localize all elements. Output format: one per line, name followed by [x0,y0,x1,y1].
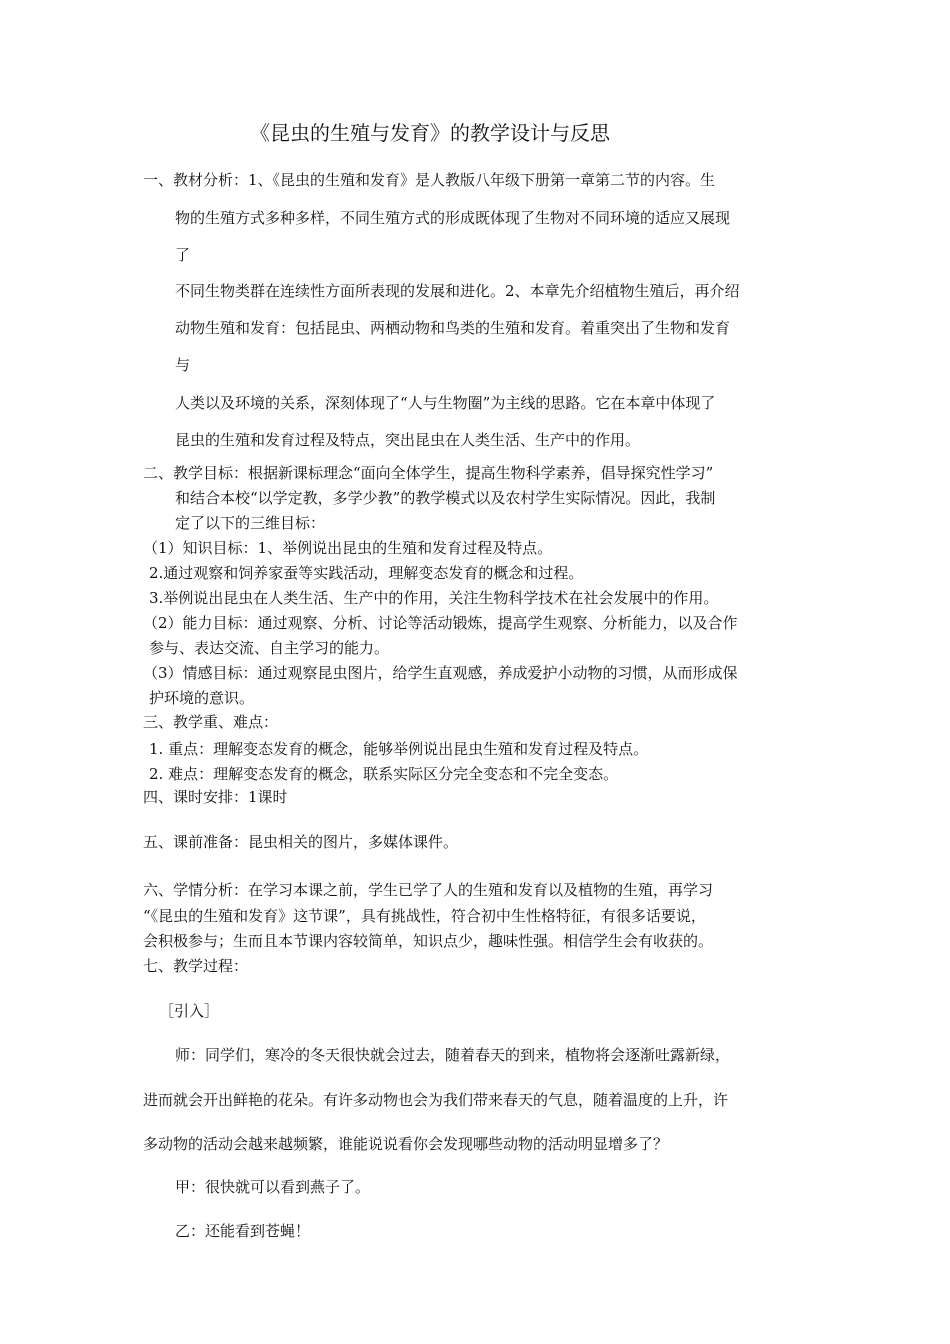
section-5-line: 五、课前准备：昆虫相关的图片，多媒体课件。 [143,833,459,851]
section-2-line-7: （2）能力目标：通过观察、分析、讨论等活动锻炼，提高学生观察、分析能力，以及合作 [143,614,738,632]
section-1-line-6: 与 [175,356,191,374]
section-2-line-6: 3.举例说出昆虫在人类生活、生产中的作用，关注生物科学技术在社会发展中的作用。 [149,589,719,607]
section-7-line-1: 师：同学们，寒冷的冬天很快就会过去，随着春天的到来，植物将会逐渐吐露新绿， [175,1046,731,1064]
document-title: 《昆虫的生殖与发育》的教学设计与反思 [250,121,610,145]
section-2-line-4: （1）知识目标：1、举例说出昆虫的生殖和发育过程及特点。 [143,539,553,557]
section-4-line: 四、课时安排：1课时 [143,788,288,806]
section-3-item-2: 2. 难点：理解变态发育的概念，联系实际区分完全变态和不完全变态。 [149,765,619,783]
section-1-line-2: 物的生殖方式多种多样，不同生殖方式的形成既体现了生物对不同环境的适应又展现 [175,209,731,227]
section-6-line-1: 六、学情分析：在学习本课之前，学生已学了人的生殖和发育以及植物的生殖，再学习 [143,881,714,899]
section-2-line-3: 定了以下的三维目标： [175,514,326,532]
section-2-line-1: 二、教学目标：根据新课标理念“面向全体学生，提高生物科学素养，倡导探究性学习” [143,464,714,482]
section-1-line-4: 不同生物类群在连续性方面所表现的发展和进化。2、本章先介绍植物生殖后，再介绍 [175,282,740,300]
section-3-item-1: 1. 重点：理解变态发育的概念，能够举例说出昆虫生殖和发育过程及特点。 [149,740,649,758]
section-1-line-5: 动物生殖和发育：包括昆虫、两栖动物和鸟类的生殖和发育。着重突出了生物和发育 [175,319,731,337]
section-2-line-8: 参与、表达交流、自主学习的能力。 [149,639,390,657]
section-2-line-10: 护环境的意识。 [149,689,255,707]
section-2-line-5: 2.通过观察和饲养家蚕等实践活动，理解变态发育的概念和过程。 [149,564,584,582]
section-6-line-3: 会积极参与；生而且本节课内容较简单，知识点少，趣味性强。相信学生会有收获的。 [143,932,714,950]
section-7-line-3: 多动物的活动会越来越频繁，谁能说说看你会发现哪些动物的活动明显增多了？ [143,1135,669,1153]
section-7-heading: 七、教学过程： [143,957,249,975]
section-1-line-3: 了 [175,246,191,264]
section-2-line-9: （3）情感目标：通过观察昆虫图片，给学生直观感，养成爱护小动物的习惯，从而形成保 [143,664,738,682]
section-1-line-8: 昆虫的生殖和发育过程及特点，突出昆虫在人类生活、生产中的作用。 [175,431,641,449]
section-7-line-5: 乙：还能看到苍蝇！ [175,1222,311,1240]
section-1-line-1: 一、教材分析：1、《昆虫的生殖和发育》是人教版八年级下册第一章第二节的内容。生 [143,171,716,189]
section-3-heading: 三、教学重、难点： [143,713,279,731]
section-6-line-2: “《昆虫的生殖和发育》这节课”，具有挑战性，符合初中生性格特征，有很多话要说， [143,907,706,925]
section-7-line-4: 甲：很快就可以看到燕子了。 [175,1178,371,1196]
section-7-intro-label: ［引入］ [159,1002,220,1020]
section-2-line-2: 和结合本校“以学定教，多学少教”的教学模式以及农村学生实际情况。因此，我制 [175,489,716,507]
section-7-line-2: 进而就会开出鲜艳的花朵。有许多动物也会为我们带来春天的气息，随着温度的上升，许 [143,1091,729,1109]
section-1-line-7: 人类以及环境的关系，深刻体现了“人与生物圈”为主线的思路。它在本章中体现了 [175,394,716,412]
